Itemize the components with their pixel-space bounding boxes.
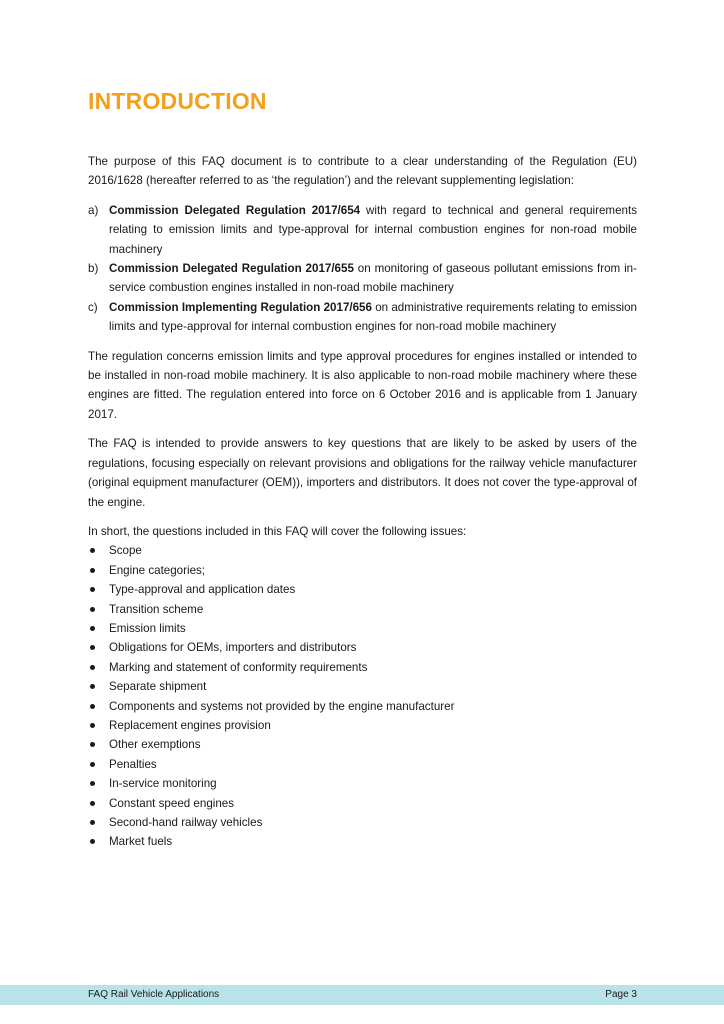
purpose-paragraph: The FAQ is intended to provide answers to key questions that are likely to be asked by users of the regulations, focusing especially on relevant provisions and obligations for the railway vehicle manufacturer (original equipment manufacturer (OEM)), importers and distributors. It does not cover the type-approval of the engine. [88,437,637,509]
issues-intro: In short, the questions included in this FAQ will cover the following issues: [88,524,467,538]
regulation-text: on administrative requirements relating to emission limits and type-approval for internal combustion engines for non-road mobile machinery [109,300,637,334]
list-item: Components and systems not provided by the engine manufacturer [88,697,637,716]
list-item: Scope [88,541,637,560]
list-marker: c) [88,300,98,314]
list-item [88,201,637,259]
page-footer [0,985,724,1005]
list-marker: a) [88,203,99,217]
list-item: In-service monitoring [88,774,637,793]
list-item: Obligations for OEMs, importers and distributors [88,638,637,657]
regulation-text: with regard to technical and general requirements relating to emission limits and type-approval for internal combustion engines for non-road mobile machinery [109,203,637,256]
list-item: Penalties [88,755,637,774]
list-item: Second-hand railway vehicles [88,813,637,832]
body-text [88,152,637,852]
list-item: Market fuels [88,832,637,851]
issues-list [88,541,637,852]
list-item: Transition scheme [88,600,637,619]
page-number: Page 3 [605,989,637,1000]
list-item: Type-approval and application dates [88,580,637,599]
regulation-title: Commission Delegated Regulation 2017/654 [109,203,361,217]
regulation-list [88,201,637,337]
list-item: Other exemptions [88,735,637,754]
list-item: Marking and statement of conformity requirements [88,658,637,677]
intro-paragraph: The purpose of this FAQ document is to contribute to a clear understanding of the Regulation (EU) 2016/1628 (hereafter referred to as ‘the regulation’) and the relevant supplementing legislation: [88,155,637,188]
list-item [88,259,637,298]
list-marker: b) [88,262,99,276]
regulation-title: Commission Implementing Regulation 2017/656 [109,300,372,314]
list-item: Separate shipment [88,677,637,696]
footer-document-title: FAQ Rail Vehicle Applications [88,989,220,1000]
list-item: Replacement engines provision [88,716,637,735]
list-item: Constant speed engines [88,794,637,813]
list-item: Engine categories; [88,561,637,580]
regulation-text: on monitoring of gaseous pollutant emissions from in-service combustion engines installed in non-road mobile machinery [109,262,637,295]
list-item: Emission limits [88,619,637,638]
regulation-title: Commission Delegated Regulation 2017/655 [109,262,354,276]
scope-paragraph: The regulation concerns emission limits and type approval procedures for engines installed or intended to be installed in non-road mobile machinery. It is also applicable to non-road mobile machinery where these engines are fitted. The regulation entered into force on 6 October 2016 and is applicable from 1 January 2017. [88,349,637,421]
page-title: INTRODUCTION [88,88,267,114]
list-item [88,298,637,337]
